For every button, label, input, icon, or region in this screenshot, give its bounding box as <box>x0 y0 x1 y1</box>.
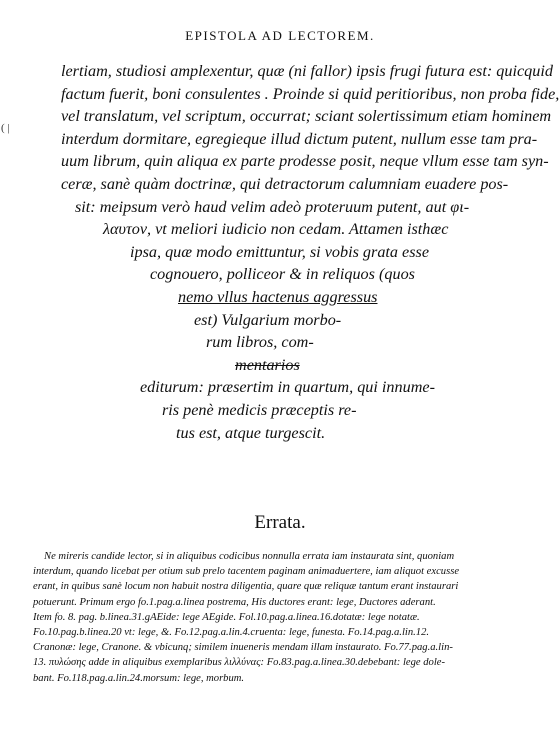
text-line: rum libros, com- <box>206 333 314 352</box>
page-header: EPISTOLA AD LECTOREM. <box>185 28 375 43</box>
text-line: lertiam, studiosi amplexentur, quæ (ni fallor) ipsis frugi futura est: quicquid <box>61 62 553 80</box>
errata-line: Fo.10.pag.b.linea.20 vt: lege, &. Fo.12.pag.a.lin.4.cruenta: lege, funesta. Fo.14.pag.a.lin.12. <box>33 627 430 639</box>
errata-line: Ne mireris candide lector, si in aliquibus codicibus nonnulla errata iam instaurata sint, quoniam <box>44 551 455 562</box>
errata-line: bant. Fo.118.pag.a.lin.24.morsum: lege, morbum. <box>33 672 245 684</box>
text-line: tus est, atque turgescit. <box>176 423 326 442</box>
errata-text <box>0 549 560 686</box>
text-line: ipsa, quæ modo emittuntur, si vobis grata esse <box>130 242 430 261</box>
text-line: nemo vllus hactenus aggressus <box>178 287 378 306</box>
errata-line: interdum, quando licebat per otium sub prelo tacentem paginam animaduertere, iam aliquot excusse <box>33 566 460 578</box>
margin-mark: ( | <box>1 122 10 134</box>
text-line: mentarios <box>235 355 300 374</box>
errata-title: Errata. <box>254 512 306 533</box>
text-line: uum librum, quin aliqua ex parte prodesse posit, neque vllum esse tam syn- <box>61 152 549 171</box>
text-line: sit: meipsum verò haud velim adeò proteruum putent, aut φι- <box>75 197 470 216</box>
text-line: vel translatum, vel scriptum, occurrat; sciant solertissimum etiam hominem <box>61 107 552 126</box>
epistola-text <box>0 60 560 444</box>
text-line: λαυτον, vt meliori iudicio non cedam. Attamen isthæc <box>103 220 449 239</box>
text-line: factum fuerit, boni consulentes . Proinde si quid peritioribus, non proba fide, <box>61 84 560 103</box>
errata-line: Item fo. 8. pag. b.linea.31.gAEide: lege AEgide. Fol.10.pag.a.linea.16.dotatæ: lege notatæ. <box>33 611 420 623</box>
errata-line: erant, in quibus sanè locum non habuit nostra diligentia, quare quæ reliquæ tantum erant instaurari <box>33 581 459 593</box>
text-line: cognouero, polliceor & in reliquos (quos <box>150 265 415 284</box>
errata-line: 13. πυλώσης adde in aliquibus exemplaribus λιλλύνας: Fo.83.pag.a.linea.30.debebant: lege dole- <box>33 657 445 669</box>
errata-line: Cranonæ: lege, Cranone. & vbicunq; similem inueneris mendam illam instaurato. Fo.77.pag.a.lin- <box>33 642 453 654</box>
text-line: est) Vulgarium morbo- <box>194 310 342 329</box>
text-line: editurum: præsertim in quartum, qui innume- <box>140 378 435 397</box>
text-line: ris penè medicis præceptis re- <box>162 400 357 419</box>
errata-line: potuerunt. Primum ergo fo.1.pag.a.linea postrema, His ductores erant: lege, Ductores aderant. <box>33 596 436 608</box>
text-line: interdum dormitare, egregieque illud dictum putent, nullum esse tam pra- <box>61 129 538 148</box>
text-line: ceræ, sanè quàm doctrinæ, qui detractorum calumniam euadere pos- <box>61 174 509 193</box>
